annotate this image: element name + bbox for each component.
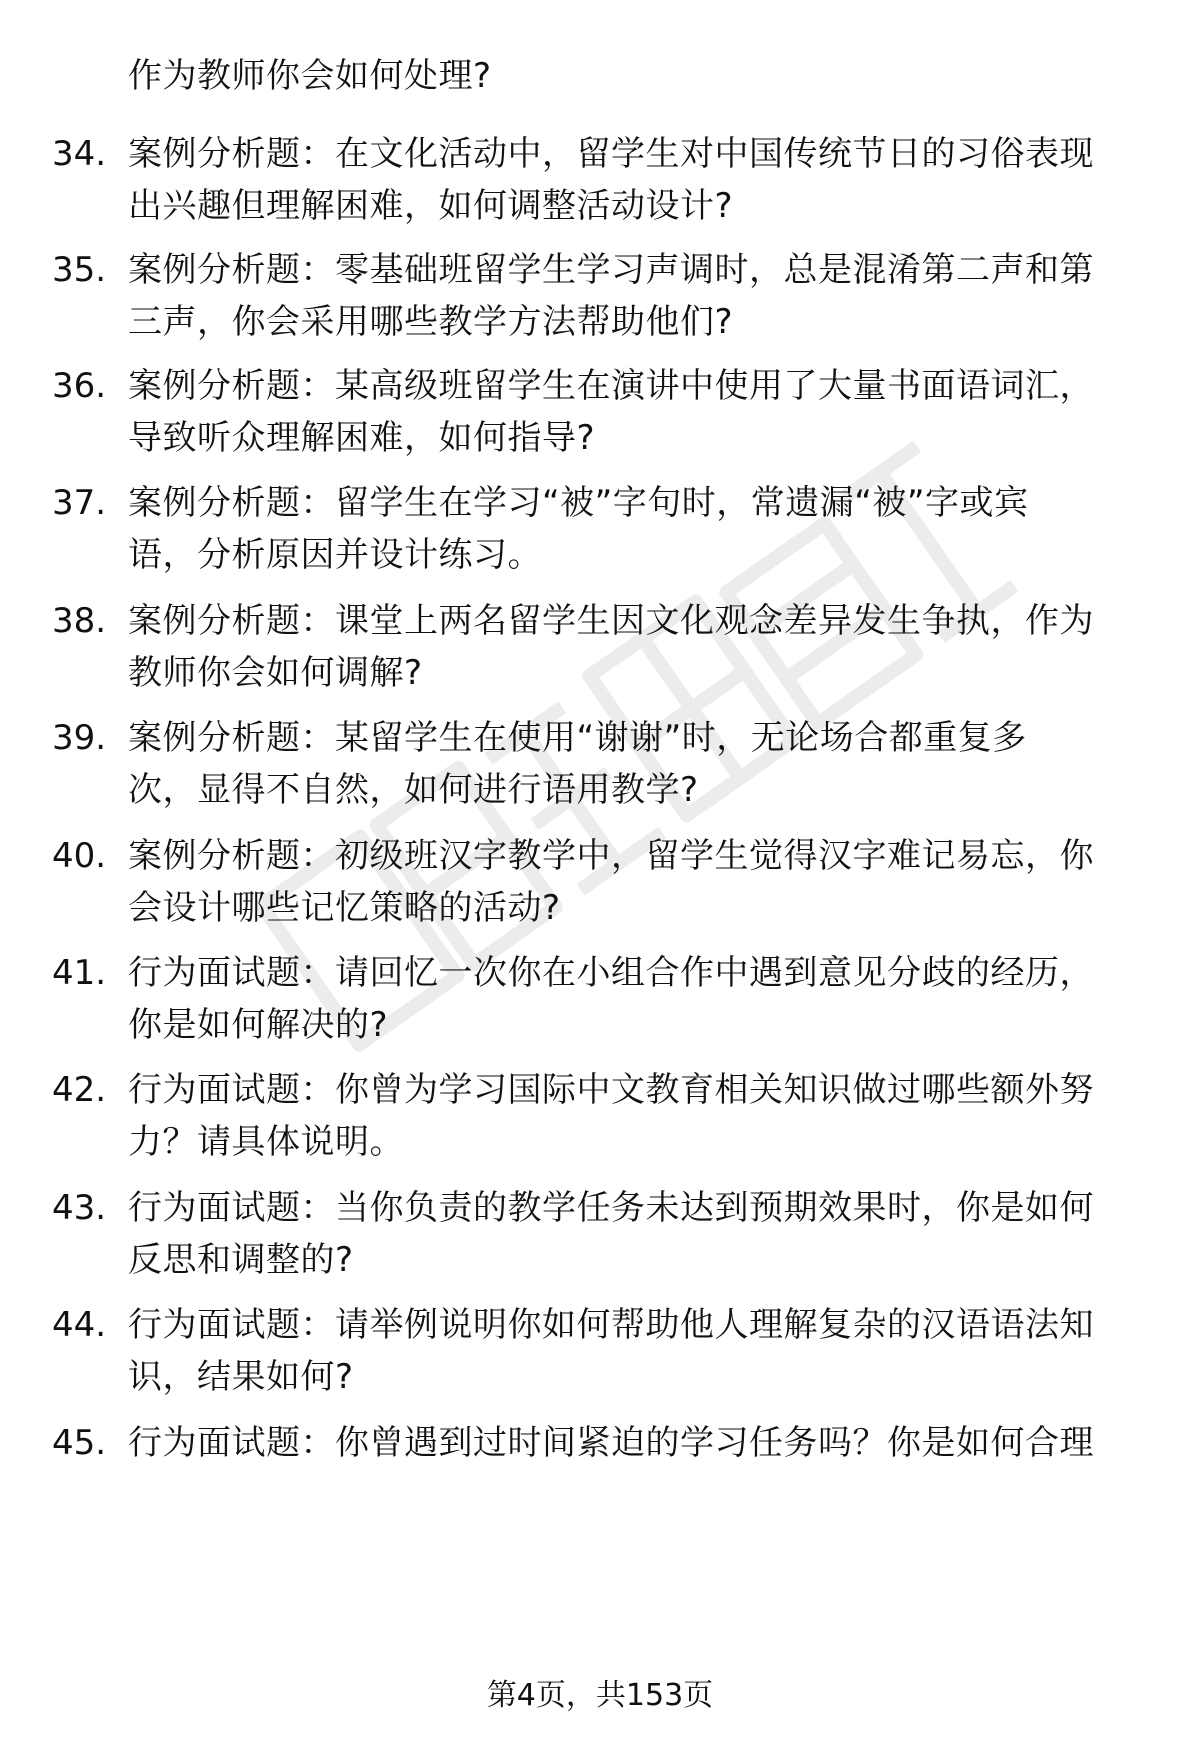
question-line: 行为面试题：当你负责的教学任务未达到预期效果时，你是如何 [128,1188,1094,1228]
question-number: 40. [52,836,107,876]
question-text [128,1064,1148,1168]
question-text [128,128,1148,232]
question-line: 你是如何解决的? [128,1005,389,1045]
question-number: 35. [52,250,107,290]
question-text [128,1182,1148,1286]
question-line: 教师你会如何调解? [128,653,423,693]
question-line: 力？请具体说明。 [128,1122,404,1162]
question-line: 导致听众理解困难，如何指导? [128,418,596,458]
question-line: 案例分析题：某留学生在使用“谢谢”时，无论场合都重复多 [128,718,1027,758]
question-line: 次，显得不自然，如何进行语用教学? [128,770,699,810]
question-line: 行为面试题：请回忆一次你在小组合作中遇到意见分歧的经历， [128,953,1094,993]
question-line: 出兴趣但理解困难，如何调整活动设计? [128,186,734,226]
question-number: 44. [52,1305,107,1345]
question-number: 34. [52,134,107,174]
question-line: 案例分析题：在文化活动中，留学生对中国传统节日的习俗表现 [128,134,1094,174]
question-text [128,50,1148,102]
question-text [128,595,1148,699]
question-number: 42. [52,1070,107,1110]
question-number: 39. [52,718,107,758]
question-number: 43. [52,1188,107,1228]
question-text [128,830,1148,934]
question-number: 38. [52,601,107,641]
question-line: 语，分析原因并设计练习。 [128,535,542,575]
question-line: 作为教师你会如何处理? [128,56,492,96]
question-number: 37. [52,483,107,523]
question-line: 反思和调整的? [128,1240,354,1280]
question-line: 会设计哪些记忆策略的活动? [128,888,561,928]
question-line: 案例分析题：某高级班留学生在演讲中使用了大量书面语词汇， [128,366,1094,406]
question-line: 案例分析题：课堂上两名留学生因文化观念差异发生争执，作为 [128,601,1094,641]
question-line: 案例分析题：零基础班留学生学习声调时，总是混淆第二声和第 [128,250,1094,290]
question-line: 识，结果如何? [128,1357,354,1397]
question-line: 案例分析题：留学生在学习“被”字句时，常遗漏“被”字或宾 [128,483,1029,523]
question-line: 案例分析题：初级班汉字教学中，留学生觉得汉字难记易忘，你 [128,836,1094,876]
question-text [128,477,1148,581]
question-line: 行为面试题：你曾遇到过时间紧迫的学习任务吗？你是如何合理 [128,1423,1094,1463]
question-number: 41. [52,953,107,993]
question-text [128,244,1148,348]
question-text [128,1299,1148,1403]
question-line: 行为面试题：你曾为学习国际中文教育相关知识做过哪些额外努 [128,1070,1094,1110]
question-number: 36. [52,366,107,406]
question-number: 45. [52,1423,107,1463]
question-line: 行为面试题：请举例说明你如何帮助他人理解复杂的汉语语法知 [128,1305,1094,1345]
page-footer: 第4页，共153页 [486,1678,714,1713]
question-text [128,1417,1148,1469]
question-text [128,712,1148,816]
question-text [128,947,1148,1051]
question-text [128,360,1148,464]
question-line: 三声，你会采用哪些教学方法帮助他们? [128,302,734,342]
